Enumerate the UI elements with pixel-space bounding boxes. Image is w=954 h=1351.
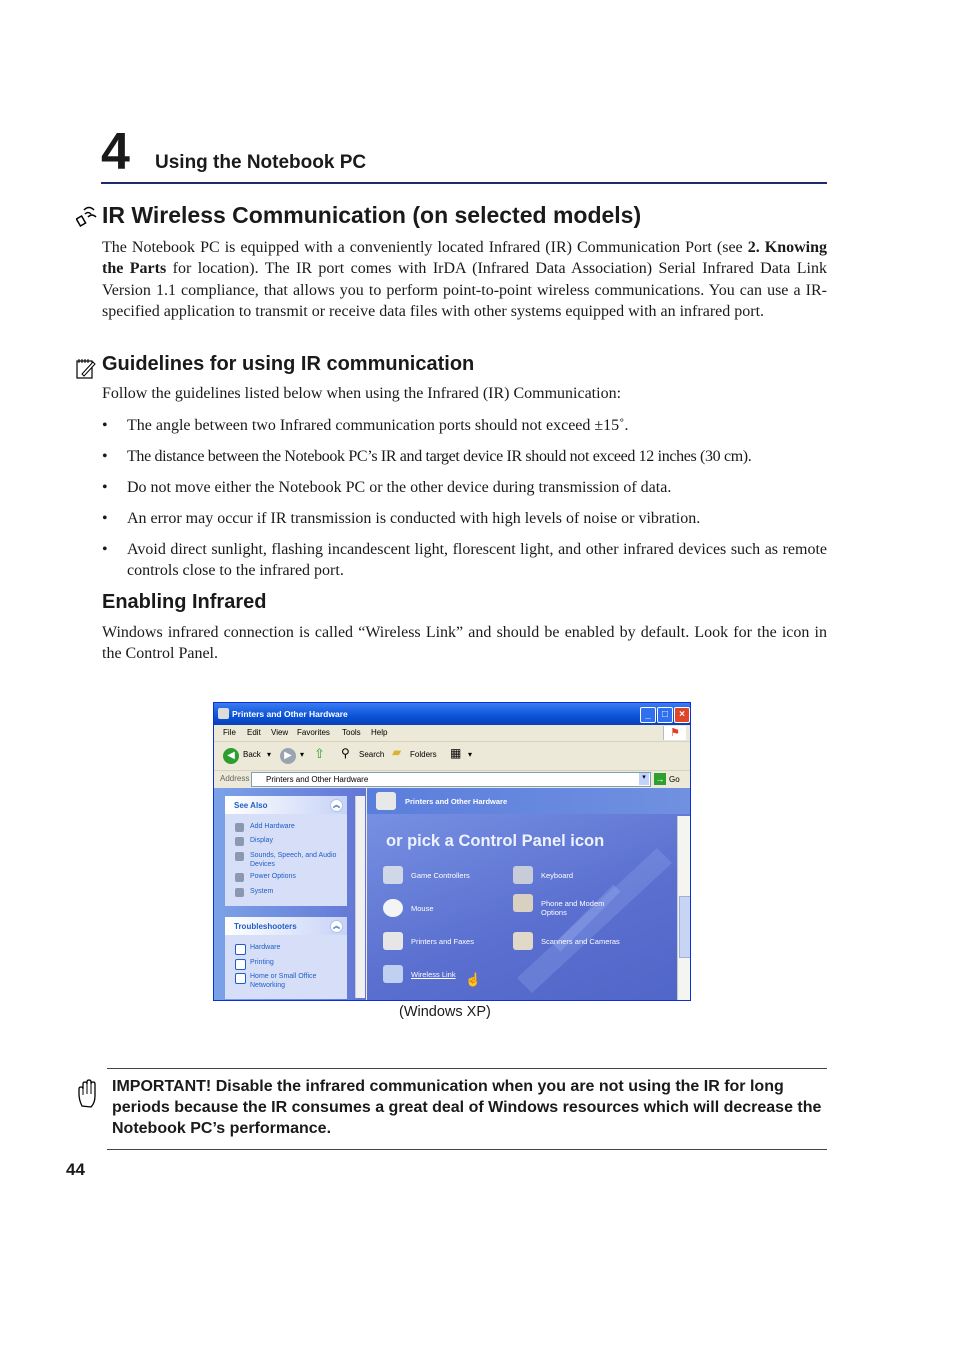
- note-top-rule: [107, 1068, 827, 1069]
- chevron-down-icon[interactable]: ▾: [468, 750, 473, 759]
- up-folder-icon[interactable]: ⇧: [314, 746, 325, 761]
- menu-bar: [214, 725, 690, 742]
- task-pane-scrollbar[interactable]: [355, 796, 365, 998]
- troubleshooter-link-networking[interactable]: Home or Small Office Networking: [235, 972, 340, 990]
- printer-icon: [376, 792, 396, 810]
- windows-logo-icon: ⚑: [663, 726, 686, 740]
- toolbar: [214, 742, 690, 771]
- scanner-icon: [513, 932, 533, 950]
- printer-icon: [383, 932, 403, 950]
- back-button[interactable]: Back: [243, 750, 261, 759]
- xp-window-title: Printers and Other Hardware: [232, 709, 348, 719]
- minimize-button[interactable]: _: [640, 707, 656, 723]
- joystick-icon: [383, 866, 403, 884]
- section-title: IR Wireless Communication (on selected models): [102, 202, 642, 228]
- views-icon[interactable]: ▦: [450, 746, 462, 760]
- pick-icon-heading: or pick a Control Panel icon: [386, 832, 605, 850]
- see-also-link-display[interactable]: Display: [235, 836, 340, 845]
- menu-file[interactable]: File: [223, 728, 236, 737]
- forward-arrow-icon[interactable]: ▶: [280, 748, 296, 764]
- address-label: Address: [220, 774, 250, 783]
- guidelines-intro: Follow the guidelines listed below when using the Infrared (IR) Communication:: [102, 385, 622, 402]
- hand-stop-icon: [76, 1078, 100, 1110]
- list-item: • The angle between two Infrared communication ports should not exceed ±15˚.: [102, 417, 629, 434]
- xp-title-bar: [214, 703, 690, 725]
- control-panel-phone-modem[interactable]: Phone and Modem Options: [541, 899, 631, 917]
- folders-button[interactable]: Folders: [410, 750, 437, 759]
- list-item: • Avoid direct sunlight, flashing incandescent light, florescent light, and other infrared devices such as remote controls close to the infrared port.: [102, 541, 827, 580]
- chapter-divider: [101, 182, 827, 184]
- chevron-down-icon[interactable]: ▾: [267, 750, 272, 759]
- chapter-title: Using the Notebook PC: [155, 152, 367, 173]
- see-also-link-add-hardware[interactable]: Add Hardware: [235, 822, 340, 831]
- search-icon[interactable]: ⚲: [341, 746, 350, 760]
- menu-favorites[interactable]: Favorites: [297, 728, 330, 737]
- list-item: • Do not move either the Notebook PC or the other device during transmission of data.: [102, 479, 672, 496]
- notepad-icon: [76, 358, 96, 379]
- section-intro: The Notebook PC is equipped with a conveniently located Infrared (IR) Communication Port (see 2. Knowing the Parts for location). The IR port comes with IrDA (Infrared Data Association) Serial Infrared Data Link Version 1.1 compliance, that allows you to perform point-to-point wireless communications. You can use a IR-specified application to transmit or receive data files with other systems equipped with an infrared port.: [102, 239, 827, 321]
- folder-icon: [218, 708, 229, 719]
- scrollbar-thumb[interactable]: [679, 896, 691, 958]
- wireless-link-icon: [383, 965, 403, 983]
- content-pane-header: Printers and Other Hardware: [367, 788, 691, 814]
- see-also-header[interactable]: See Also ︽: [225, 796, 347, 814]
- menu-edit[interactable]: Edit: [247, 728, 261, 737]
- menu-tools[interactable]: Tools: [342, 728, 361, 737]
- address-input[interactable]: [251, 772, 651, 787]
- screenshot-caption: (Windows XP): [399, 1004, 491, 1020]
- enabling-title: Enabling Infrared: [102, 591, 267, 613]
- important-note: IMPORTANT! Disable the infrared communication when you are not using the IR for long periods because the IR consumes a great deal of Windows resources which will decrease the Notebook PC’s performance.: [112, 1078, 822, 1137]
- menu-view[interactable]: View: [271, 728, 289, 737]
- folders-icon[interactable]: ▰: [392, 745, 402, 759]
- control-panel-wireless-link[interactable]: Wireless Link: [411, 970, 456, 979]
- troubleshooters-box: [225, 917, 347, 999]
- see-also-link-system[interactable]: System: [235, 887, 340, 896]
- go-arrow-icon[interactable]: →: [655, 774, 665, 784]
- content-scrollbar[interactable]: [677, 816, 691, 1001]
- page-number: 44: [66, 1160, 85, 1179]
- maximize-button[interactable]: □: [657, 707, 673, 723]
- chevron-down-icon[interactable]: ▾: [639, 773, 649, 785]
- content-pane: [367, 788, 691, 1001]
- chevron-down-icon[interactable]: ▾: [300, 750, 305, 759]
- control-panel-printers[interactable]: Printers and Faxes: [411, 937, 474, 946]
- see-also-link-sounds[interactable]: Sounds, Speech, and Audio Devices: [235, 851, 340, 869]
- task-pane: [214, 788, 366, 1001]
- control-panel-game-controllers[interactable]: Game Controllers: [411, 871, 470, 880]
- see-also-link-power[interactable]: Power Options: [235, 872, 340, 881]
- search-button[interactable]: Search: [359, 750, 385, 759]
- troubleshooter-link-hardware[interactable]: Hardware: [235, 943, 340, 952]
- close-button[interactable]: ×: [674, 707, 690, 723]
- menu-help[interactable]: Help: [371, 728, 388, 737]
- control-panel-mouse[interactable]: Mouse: [411, 904, 434, 913]
- xp-window: [213, 702, 691, 1001]
- chapter-number: 4: [101, 123, 130, 181]
- note-bottom-rule: [107, 1149, 827, 1150]
- enabling-text: Windows infrared connection is called “Wireless Link” and should be enabled by default. Look for the icon in the Control Panel.: [102, 624, 827, 663]
- ir-wireless-icon: [76, 205, 100, 227]
- list-item: • An error may occur if IR transmission is conducted with high levels of noise or vibration.: [102, 510, 701, 527]
- address-bar: [214, 771, 690, 788]
- go-button[interactable]: Go: [669, 775, 680, 784]
- control-panel-scanners[interactable]: Scanners and Cameras: [541, 937, 620, 946]
- back-arrow-icon[interactable]: ◀: [223, 748, 239, 764]
- mouse-icon: [383, 899, 403, 917]
- phone-icon: [513, 894, 533, 912]
- control-panel-keyboard[interactable]: Keyboard: [541, 871, 573, 880]
- address-value: Printers and Other Hardware: [266, 775, 369, 784]
- guidelines-title: Guidelines for using IR communication: [102, 353, 475, 375]
- troubleshooter-link-printing[interactable]: Printing: [235, 958, 340, 967]
- hand-cursor-icon: ☝: [465, 972, 482, 987]
- collapse-icon[interactable]: ︽: [330, 920, 343, 933]
- troubleshooters-header[interactable]: Troubleshooters ︽: [225, 917, 347, 935]
- keyboard-icon: [513, 866, 533, 884]
- see-also-box: [225, 796, 347, 906]
- list-item: • The distance between the Notebook PC’s IR and target device IR should not exceed 12 inches (30 cm).: [102, 448, 752, 465]
- collapse-icon[interactable]: ︽: [330, 799, 343, 812]
